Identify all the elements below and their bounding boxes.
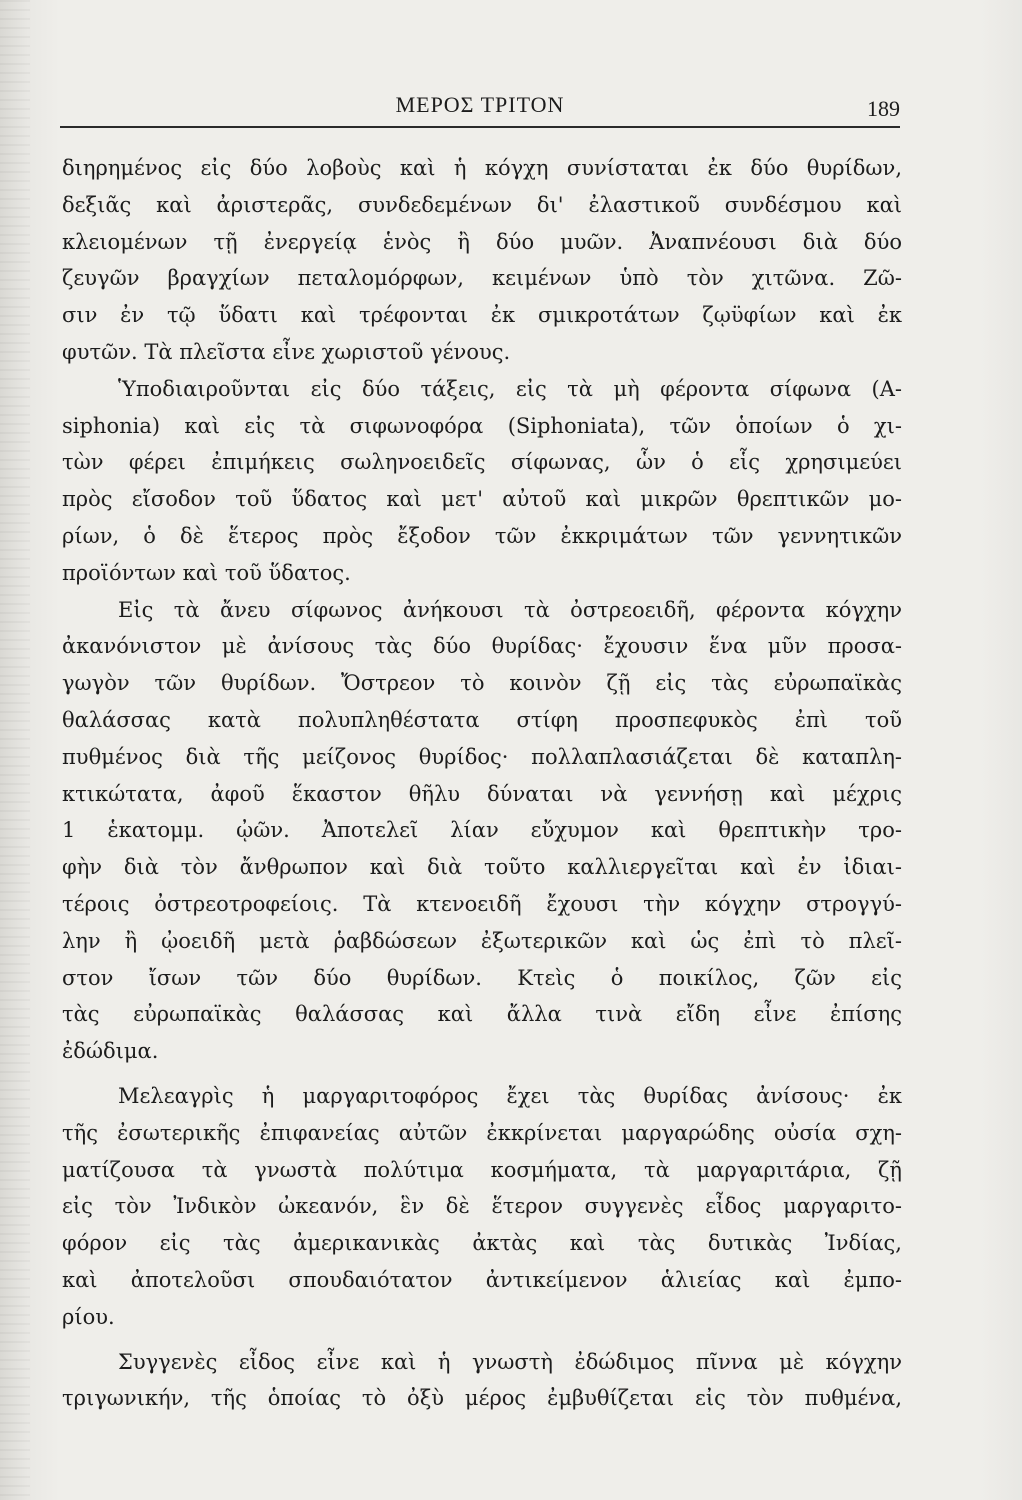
paragraph — [62, 1078, 902, 1336]
text-line: τέροις ὀστρεοτροφείοις. Τὰ κτενοειδῆ ἔχουσι τὴν κόγχην στρογγύ- — [62, 891, 902, 916]
text-line: σιν ἐν τῷ ὕδατι καὶ τρέφονται ἐκ σμικροτάτων ζῳϋφίων καὶ ἐκ — [62, 303, 902, 328]
text-line: προϊόντων καὶ τοῦ ὕδατος. — [62, 560, 351, 585]
text-line: 1 ἑκατομμ. ᾠῶν. Ἀποτελεῖ λίαν εὔχυμον καὶ θρεπτικὴν τρο- — [62, 818, 902, 843]
text-line: Μελεαγρὶς ἡ μαργαριτοφόρος ἔχει τὰς θυρίδας ἀνίσους· ἐκ — [118, 1083, 902, 1108]
header-rule — [60, 126, 900, 128]
text-line: λην ἢ ᾠοειδῆ μετὰ ῥαβδώσεων ἐξωτερικῶν καὶ ὡς ἐπὶ τὸ πλεῖ- — [62, 928, 902, 953]
text-line: τριγωνικήν, τῆς ὁποίας τὸ ὀξὺ μέρος ἐμβυθίζεται εἰς τὸν πυθμένα, — [62, 1386, 902, 1411]
text-line: τὼν φέρει ἐπιμήκεις σωληνοειδεῖς σίφωνας, ὧν ὁ εἷς χρησιμεύει — [62, 450, 902, 475]
text-line: καὶ ἀποτελοῦσι σπουδαιότατον ἀντικείμενον ἁλιείας καὶ ἐμπο- — [62, 1267, 902, 1292]
text-line: siphonia) καὶ εἰς τὰ σιφωνοφόρα (Siphoniata), τῶν ὁποίων ὁ χι- — [62, 413, 902, 438]
paragraph — [62, 1344, 902, 1418]
text-line: φὴν διὰ τὸν ἄνθρωπον καὶ διὰ τοῦτο καλλιεργεῖται καὶ ἐν ἰδιαι- — [62, 855, 902, 880]
text-line: τὰς εὐρωπαϊκὰς θαλάσσας καὶ ἄλλα τινὰ εἴδη εἶνε ἐπίσης — [62, 1002, 902, 1027]
text-line: γωγὸν τῶν θυρίδων. Ὄστρεον τὸ κοινὸν ζῇ εἰς τὰς εὐρωπαϊκὰς — [62, 671, 902, 696]
binding-edge — [0, 0, 30, 1500]
running-head: ΜΕΡΟΣ ΤΡΙΤΟΝ — [395, 92, 565, 117]
text-line: κτικώτατα, ἀφοῦ ἕκαστον θῆλυ δύναται νὰ γεννήσῃ καὶ μέχρις — [62, 781, 902, 806]
paragraph — [62, 371, 902, 592]
text-line: τῆς ἐσωτερικῆς ἐπιφανείας αὐτῶν ἐκκρίνεται μαργαρώδης οὐσία σχη- — [62, 1120, 902, 1145]
paragraph — [62, 592, 902, 1070]
paragraph-gap — [62, 1070, 902, 1078]
body-text — [62, 150, 902, 1417]
text-line: κλειομένων τῇ ἐνεργείᾳ ἑνὸς ἢ δύο μυῶν. Ἀναπνέουσι διὰ δύο — [62, 229, 902, 254]
text-line: πυθμένος διὰ τῆς μείζονος θυρίδος· πολλαπλασιάζεται δὲ καταπλη- — [62, 744, 902, 769]
text-line: ἀκανόνιστον μὲ ἀνίσους τὰς δύο θυρίδας· ἔχουσιν ἕνα μῦν προσα- — [62, 634, 902, 659]
paragraph — [62, 150, 902, 371]
text-line: Εἰς τὰ ἄνευ σίφωνος ἀνήκουσι τὰ ὀστρεοειδῆ, φέροντα κόγχην — [118, 597, 902, 622]
text-line: ζευγῶν βραγχίων πεταλομόρφων, κειμένων ὑπὸ τὸν χιτῶνα. Ζῶ- — [62, 266, 902, 291]
text-line: εἰς τὸν Ἰνδικὸν ὠκεανόν, ἓν δὲ ἕτερον συγγενὲς εἶδος μαργαριτο- — [62, 1194, 902, 1219]
text-line: Ὑποδιαιροῦνται εἰς δύο τάξεις, εἰς τὰ μὴ φέροντα σίφωνα (A- — [118, 376, 902, 401]
page-number: 189 — [867, 96, 900, 121]
text-line: Συγγενὲς εἶδος εἶνε καὶ ἡ γνωστὴ ἐδώδιμος πῖννα μὲ κόγχην — [118, 1349, 902, 1374]
page-header — [60, 92, 900, 128]
text-line: ἐδώδιμα. — [62, 1039, 159, 1064]
text-line: θαλάσσας κατὰ πολυπληθέστατα στίφη προσπεφυκὸς ἐπὶ τοῦ — [62, 707, 902, 732]
text-line: ρίου. — [62, 1304, 115, 1329]
text-line: πρὸς εἴσοδον τοῦ ὕδατος καὶ μετ' αὐτοῦ καὶ μικρῶν θρεπτικῶν μο- — [62, 487, 902, 512]
text-line: ματίζουσα τὰ γνωστὰ πολύτιμα κοσμήματα, τὰ μαργαριτάρια, ζῇ — [62, 1157, 902, 1182]
text-line: στον ἴσων τῶν δύο θυρίδων. Κτεὶς ὁ ποικίλος, ζῶν εἰς — [62, 965, 902, 990]
text-line: ρίων, ὁ δὲ ἕτερος πρὸς ἔξοδον τῶν ἐκκριμάτων τῶν γεννητικῶν — [62, 523, 902, 548]
text-line: διηρημένος εἰς δύο λοβοὺς καὶ ἡ κόγχη συνίσταται ἐκ δύο θυρίδων, — [62, 156, 902, 180]
text-line: φυτῶν. Τὰ πλεῖστα εἶνε χωριστοῦ γένους. — [62, 339, 511, 364]
text-line: δεξιᾶς καὶ ἀριστερᾶς, συνδεδεμένων δι' ἐλαστικοῦ συνδέσμου καὶ — [62, 192, 902, 217]
paragraph-gap — [62, 1336, 902, 1344]
text-line: φόρον εἰς τὰς ἀμερικανικὰς ἀκτὰς καὶ τὰς δυτικὰς Ἰνδίας, — [62, 1231, 902, 1256]
